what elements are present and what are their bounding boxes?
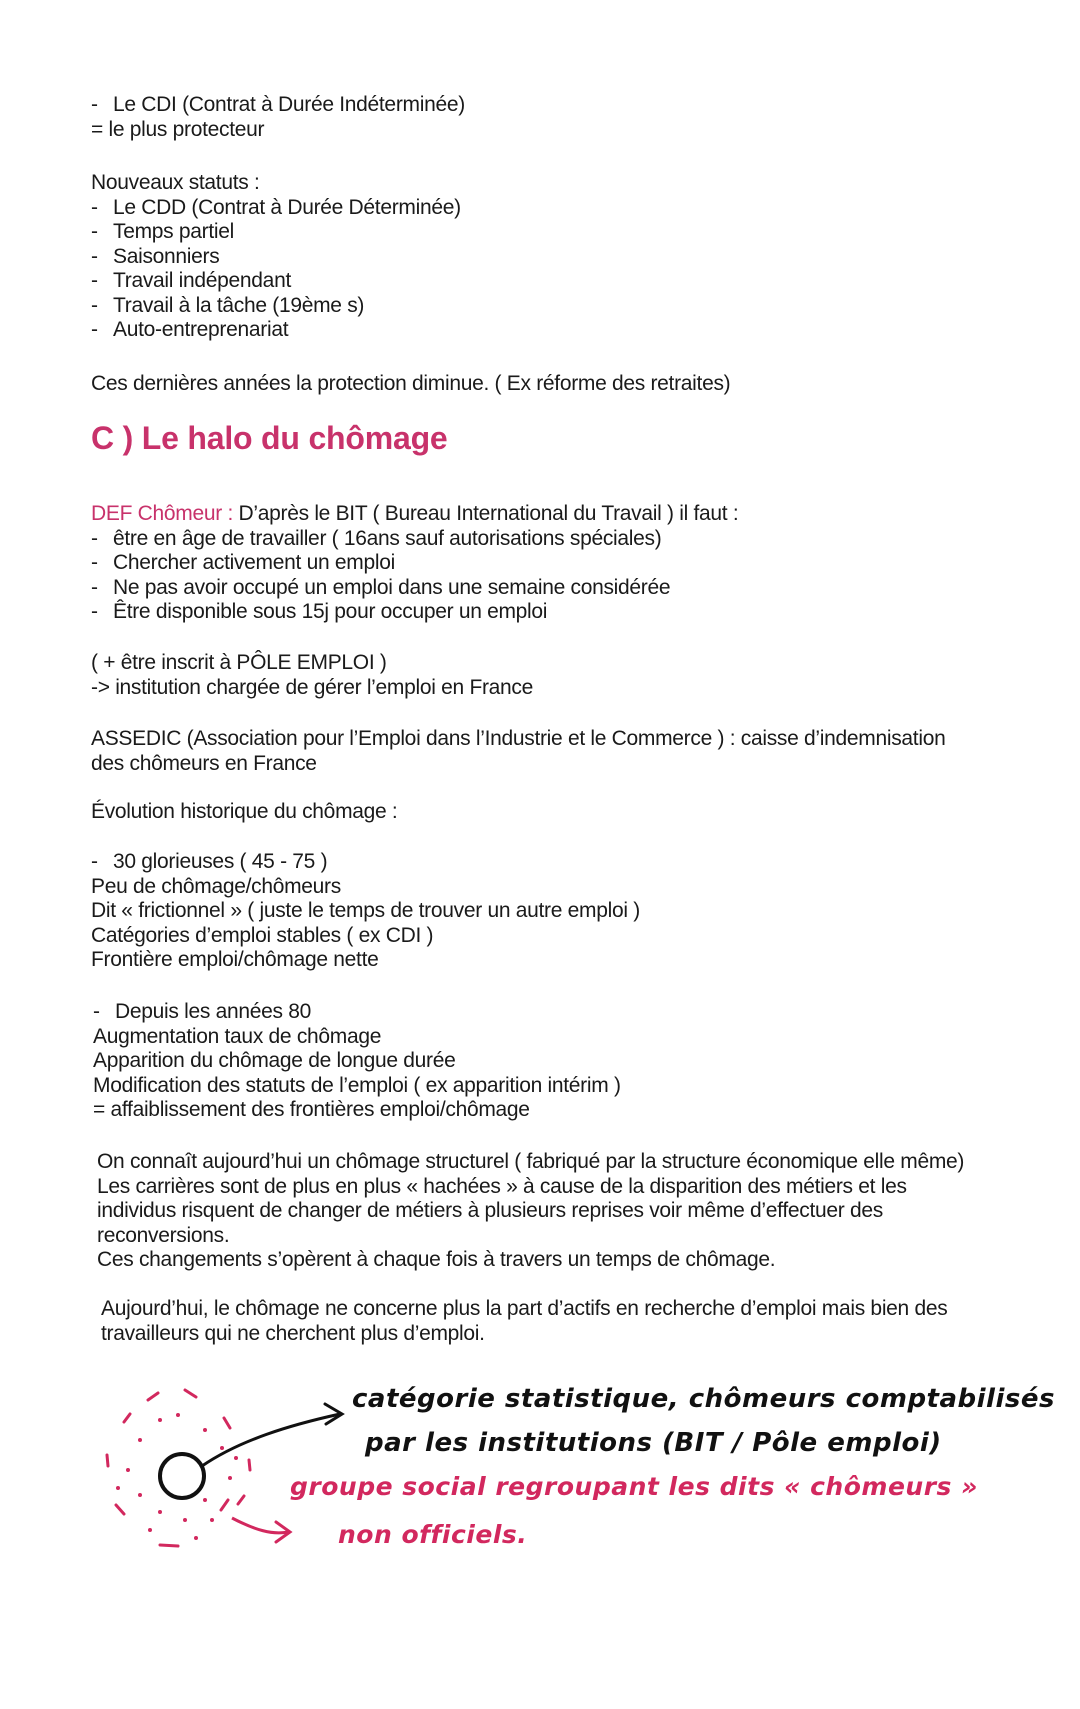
- today-line: Aujourd’hui, le chômage ne concerne plus la part d’actifs en recherche d’emploi mais bien des: [101, 1297, 948, 1320]
- status-item: - Le CDD (Contrat à Durée Déterminée): [91, 196, 991, 221]
- period2-line: Modification des statuts de l’emploi ( ex apparition intérim ): [93, 1073, 621, 1097]
- period2-line: = affaiblissement des frontières emploi/chômage: [93, 1098, 530, 1121]
- assedic-line2: des chômeurs en France: [91, 751, 317, 775]
- hw-black-line1: catégorie statistique, chômeurs comptabilisés: [352, 1384, 1055, 1414]
- period1-title: - 30 glorieuses ( 45 - 75 ): [91, 850, 991, 875]
- section-heading: C ) Le halo du chômage: [91, 420, 448, 456]
- halo-dots: [116, 1413, 238, 1540]
- structural-line: Les carrières sont de plus en plus « hachées » à cause de la disparition des métiers et les: [97, 1174, 907, 1198]
- evolution-title-text: Évolution historique du chômage :: [91, 800, 398, 823]
- pole-emploi-line2: -> institution chargée de gérer l’emploi en France: [91, 675, 533, 699]
- status-item: - Saisonniers: [91, 245, 991, 270]
- period1-line: Dit « frictionnel » ( juste le temps de trouver un autre emploi ): [91, 899, 640, 922]
- core-circle: [160, 1454, 204, 1498]
- new-statuses-title: Nouveaux statuts :: [91, 171, 260, 194]
- cdi-line: - Le CDI (Contrat à Durée Indéterminée): [91, 93, 991, 118]
- pole-emploi-line1: ( + être inscrit à PÔLE EMPLOI ): [91, 651, 387, 674]
- status-item: - Travail indépendant: [91, 269, 991, 294]
- status-item: - Travail à la tâche (19ème s): [91, 294, 991, 319]
- period2-line: Apparition du chômage de longue durée: [93, 1049, 456, 1072]
- hw-pink-line1: groupe social regroupant les dits « chômeurs »: [290, 1472, 978, 1501]
- period1-line: Frontière emploi/chômage nette: [91, 948, 379, 971]
- period1-line: Catégories d’emploi stables ( ex CDI ): [91, 923, 434, 947]
- period2-title: - Depuis les années 80: [93, 1000, 993, 1025]
- criteria-item: - Ne pas avoir occupé un emploi dans une semaine considérée: [91, 576, 991, 601]
- structural-line: reconversions.: [97, 1223, 230, 1247]
- protection-note-text: Ces dernières années la protection diminue. ( Ex réforme des retraites): [91, 372, 731, 395]
- structural-line: Ces changements s’opèrent à chaque fois à travers un temps de chômage.: [97, 1248, 776, 1271]
- cdi-note: = le plus protecteur: [91, 117, 265, 141]
- def-label: DEF Chômeur :: [91, 502, 233, 525]
- criteria-item: - Être disponible sous 15j pour occuper un emploi: [91, 600, 991, 625]
- today-line: travailleurs qui ne cherchent plus d’emploi.: [101, 1321, 485, 1345]
- period1-line: Peu de chômage/chômeurs: [91, 874, 341, 898]
- criteria-item: - Chercher activement un emploi: [91, 551, 991, 576]
- black-arrow: [202, 1414, 340, 1466]
- status-item: - Auto-entreprenariat: [91, 318, 991, 343]
- criteria-item: - être en âge de travailler ( 16ans sauf autorisations spéciales): [91, 527, 991, 552]
- period2-line: Augmentation taux de chômage: [93, 1024, 382, 1048]
- structural-line: individus risquent de changer de métiers à plusieurs reprises voir même d’effectuer des: [97, 1199, 883, 1222]
- structural-line: On connaît aujourd’hui un chômage structurel ( fabriqué par la structure économique elle même): [97, 1150, 965, 1173]
- hw-black-line2: par les institutions (BIT / Pôle emploi): [365, 1428, 942, 1458]
- def-text: D’après le BIT ( Bureau International du Travail ) il faut :: [232, 502, 739, 525]
- assedic-line1: ASSEDIC (Association pour l’Emploi dans l’Industrie et le Commerce ) : caisse d’indemnisation: [91, 727, 946, 750]
- status-item: - Temps partiel: [91, 220, 991, 245]
- hw-pink-line2: non officiels.: [338, 1520, 528, 1549]
